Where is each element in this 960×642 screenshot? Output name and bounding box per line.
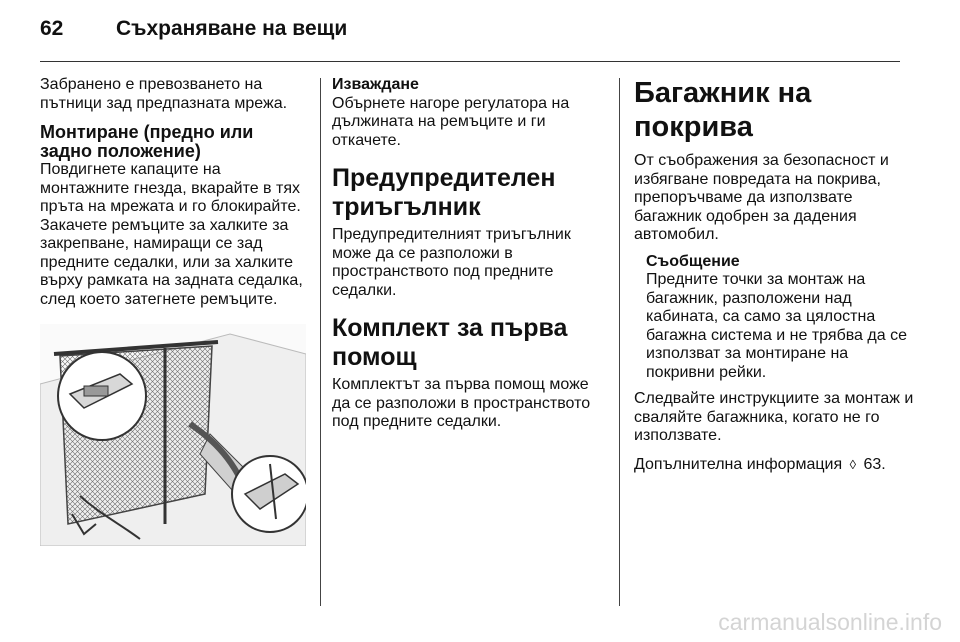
header-divider xyxy=(40,61,900,62)
notice-text: Предните точки за монтаж на багажник, разположени над кабината, са само за цялостна багажна система и не трябва да се използват за монтиране на покривни рейки. xyxy=(646,271,907,381)
more-info-page-link[interactable]: 63. xyxy=(863,455,886,473)
watermark: carmanualsonline.info xyxy=(718,609,942,635)
roof-rack-intro: От съображения за безопасност и избягване повредата на покрива, препоръчваме да използвате багажник одобрен за дадения автомобил. xyxy=(634,152,889,243)
page-title: Съхраняване на вещи xyxy=(116,17,348,40)
intro-text: Забранено е превозването на пътници зад предпазната мрежа. xyxy=(40,76,288,112)
mounting-text: Повдигнете капаците на монтажните гнезда, вкарайте в тях пръта на мрежата и го блокирайте. Закачете ремъците за халките за закрепване, намиращи се зад предните седалки, или за халките върху рамката на задната седалка, след което затегнете ремъците. xyxy=(40,161,303,308)
column-3 xyxy=(634,76,916,474)
section-heading-first-aid: Комплект за първа помощ xyxy=(332,314,568,371)
more-info-label: Допълнителна информация xyxy=(634,455,843,473)
notice-box xyxy=(646,253,916,383)
section-heading-warning-triangle: Предупредителен триъгълник xyxy=(332,164,556,221)
page-reference-arrow-icon: ◊ xyxy=(849,456,857,472)
net-mounting-illustration xyxy=(40,324,306,546)
column-divider-1 xyxy=(320,78,321,606)
roof-rack-instructions: Следвайте инструкциите за монтаж и сваляйте багажника, когато не го използвате. xyxy=(634,390,914,444)
page-header xyxy=(0,0,960,62)
page-number: 62 xyxy=(40,17,64,40)
net-illustration-graphic xyxy=(40,324,306,546)
section-heading-mounting: Монтиране (предно или задно положение) xyxy=(40,122,254,161)
more-info-line xyxy=(634,456,916,475)
removal-text: Обърнете нагоре регулатора на дължината на ремъците и ги откачете. xyxy=(332,94,570,149)
section-heading-removal: Изваждане xyxy=(332,76,419,93)
column-1 xyxy=(40,76,308,309)
column-2 xyxy=(332,76,606,432)
first-aid-text: Комплектът за първа помощ може да се разположи в пространството под предните седалки. xyxy=(332,376,591,430)
column-divider-2 xyxy=(619,78,620,606)
notice-title: Съобщение xyxy=(646,252,740,270)
warning-triangle-text: Предупредителният триъгълник може да се разположи в пространството под предните седалки. xyxy=(332,226,571,299)
section-heading-roof-rack: Багажник на покрива xyxy=(634,77,812,143)
